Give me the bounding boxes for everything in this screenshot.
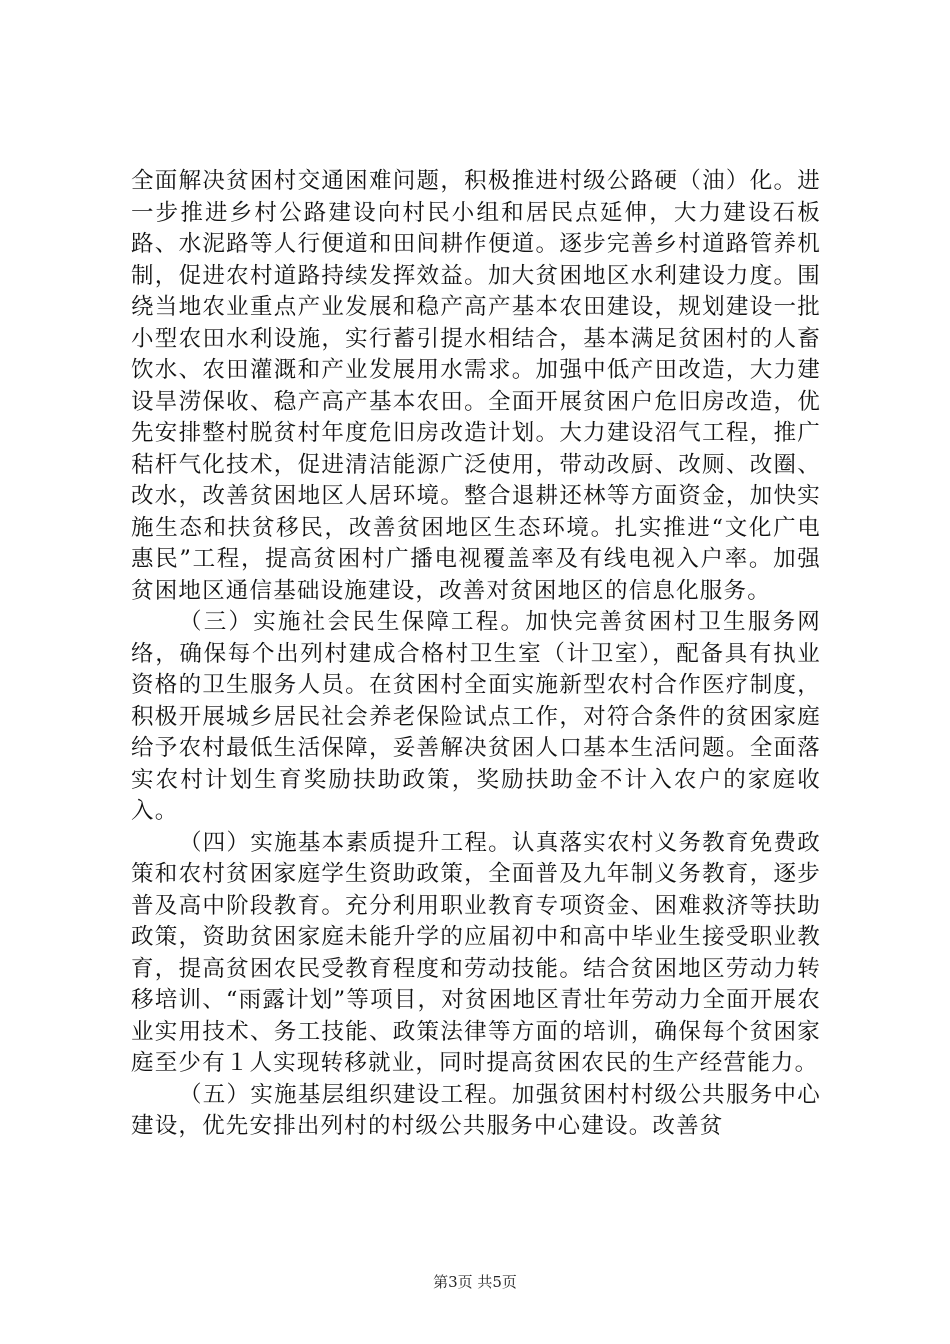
paragraph-infrastructure: 全面解决贫困村交通困难问题，积极推进村级公路硬（油）化。进一步推进乡村公路建设向村民小组和居民点延伸，大力建设石板路、水泥路等人行便道和田间耕作便道。逐步完善乡村道路管养机制，促进农村道路持续发挥效益。加大贫困地区水利建设力度。围绕当地农业重点产业发展和稳产高产基本农田建设，规划建设一批小型农田水利设施，实行蓄引提水相结合，基本满足贫困村的人畜饮水、农田灌溉和产业发展用水需求。加强中低产田改造，大力建设旱涝保收、稳产高产基本农田。全面开展贫困户危旧房改造，优先安排整村脱贫村年度危旧房改造计划。大力建设沼气工程，推广秸杆气化技术，促进清洁能源广泛使用，带动改厨、改厕、改圈、改水，改善贫困地区人居环境。整合退耕还林等方面资金，加快实施生态和扶贫移民，改善贫困地区生态环境。扎实推进“文化广电惠民”工程，提高贫困村广播电视覆盖率及有线电视入户率。加强贫困地区通信基础设施建设，改善对贫困地区的信息化服务。 (131, 168, 821, 604)
paragraph-social-welfare: （三）实施社会民生保障工程。加快完善贫困村卫生服务网络，确保每个出列村建成合格村卫生室（计卫室），配备具有执业资格的卫生服务人员。在贫困村全面实施新型农村合作医疗制度，积极开展城乡居民社会养老保险试点工作，对符合条件的贫困家庭给予农村最低生活保障，妥善解决贫困人口基本生活问题。全面落实农村计划生育奖励扶助政策，奖励扶助金不计入农户的家庭收入。 (131, 609, 821, 824)
paragraph-grassroots-organization: （五）实施基层组织建设工程。加强贫困村村级公共服务中心建设，优先安排出列村的村级公共服务中心建设。改善贫 (131, 1081, 821, 1139)
page-footer: 第3页 共5页 (433, 1273, 517, 1291)
paragraph-basic-quality: （四）实施基本素质提升工程。认真落实农村义务教育免费政策和农村贫困家庭学生资助政策，全面普及九年制义务教育，逐步普及高中阶段教育。充分利用职业教育专项资金、困难救济等扶助政策，资助贫困家庭未能升学的应届初中和高中毕业生接受职业教育，提高贫困农民受教育程度和劳动技能。结合贫困地区劳动力转移培训、“雨露计划”等项目，对贫困地区青壮年劳动力全面开展农业实用技术、务工技能、政策法律等方面的培训，确保每个贫困家庭至少有１人实现转移就业，同时提高贫困农民的生产经营能力。 (131, 829, 821, 1076)
document-body (131, 166, 821, 1143)
